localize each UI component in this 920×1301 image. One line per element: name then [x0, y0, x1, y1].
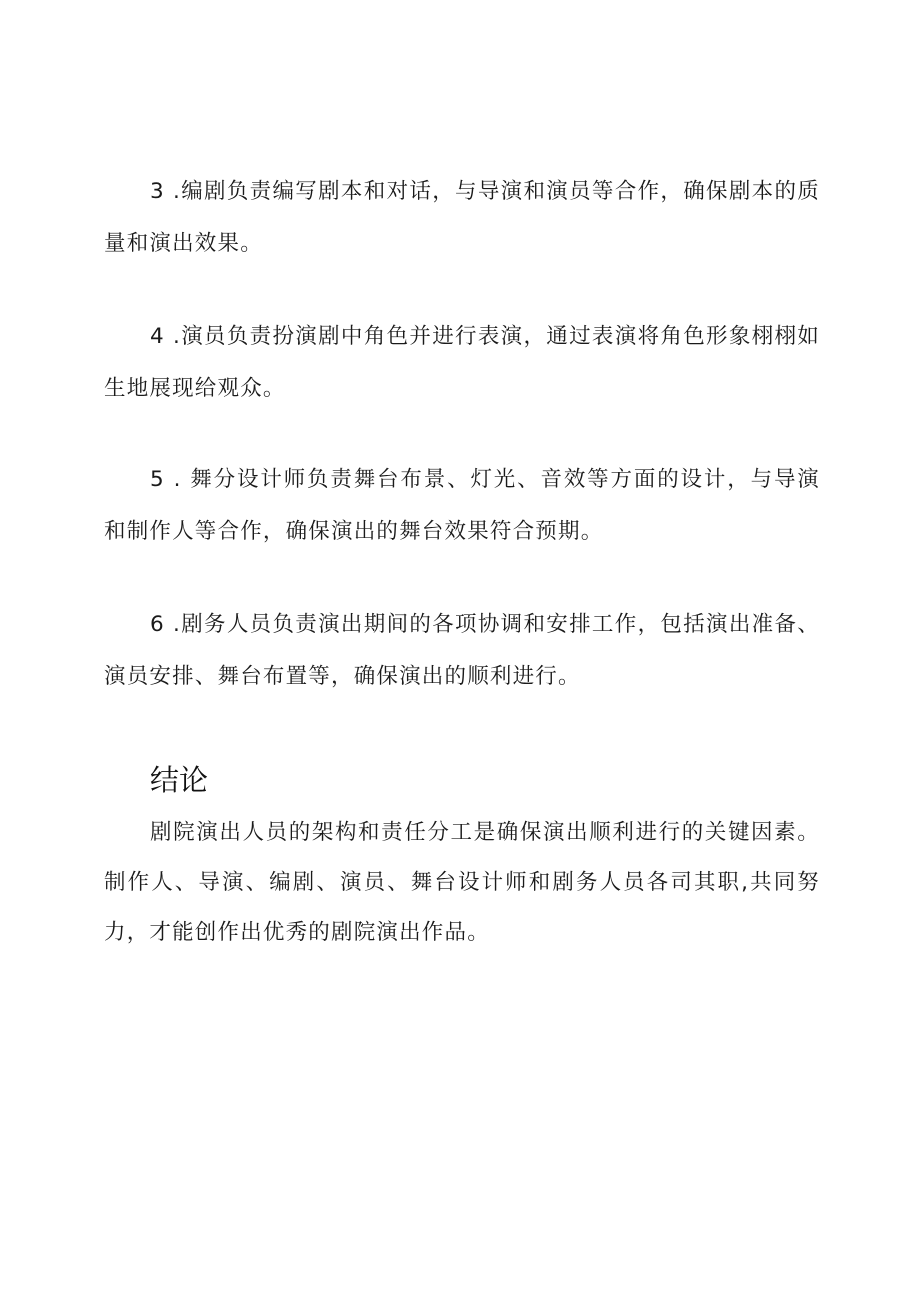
list-item-text: .演员负责扮演剧中角色并进行表演，通过表演将角色形象栩栩如生地展现给观众。	[104, 324, 820, 401]
list-item-3	[104, 166, 820, 270]
list-item-number: 4	[150, 324, 165, 349]
list-item-5	[104, 454, 820, 558]
list-item-number: 6	[150, 612, 165, 637]
list-item-4	[104, 311, 820, 415]
list-item-text: .编剧负责编写剧本和对话，与导演和演员等合作，确保剧本的质量和演出效果。	[104, 179, 820, 256]
conclusion-paragraph: 剧院演出人员的架构和责任分工是确保演出顺利进行的关键因素。制作人、导演、编剧、演员、舞台设计师和剧务人员各司其职,共同努力，才能创作出优秀的剧院演出作品。	[104, 820, 820, 945]
conclusion-heading: 结论	[150, 763, 209, 797]
list-item-number: 3	[150, 179, 165, 204]
list-item-number: 5	[150, 467, 165, 492]
list-item-6	[104, 599, 820, 703]
list-item-text: . 舞分设计师负责舞台布景、灯光、音效等方面的设计，与导演和制作人等合作，确保演出的舞台效果符合预期。	[104, 467, 820, 544]
list-item-text: .剧务人员负责演出期间的各项协调和安排工作，包括演出准备、演员安排、舞台布置等，确保演出的顺利进行。	[104, 612, 820, 689]
